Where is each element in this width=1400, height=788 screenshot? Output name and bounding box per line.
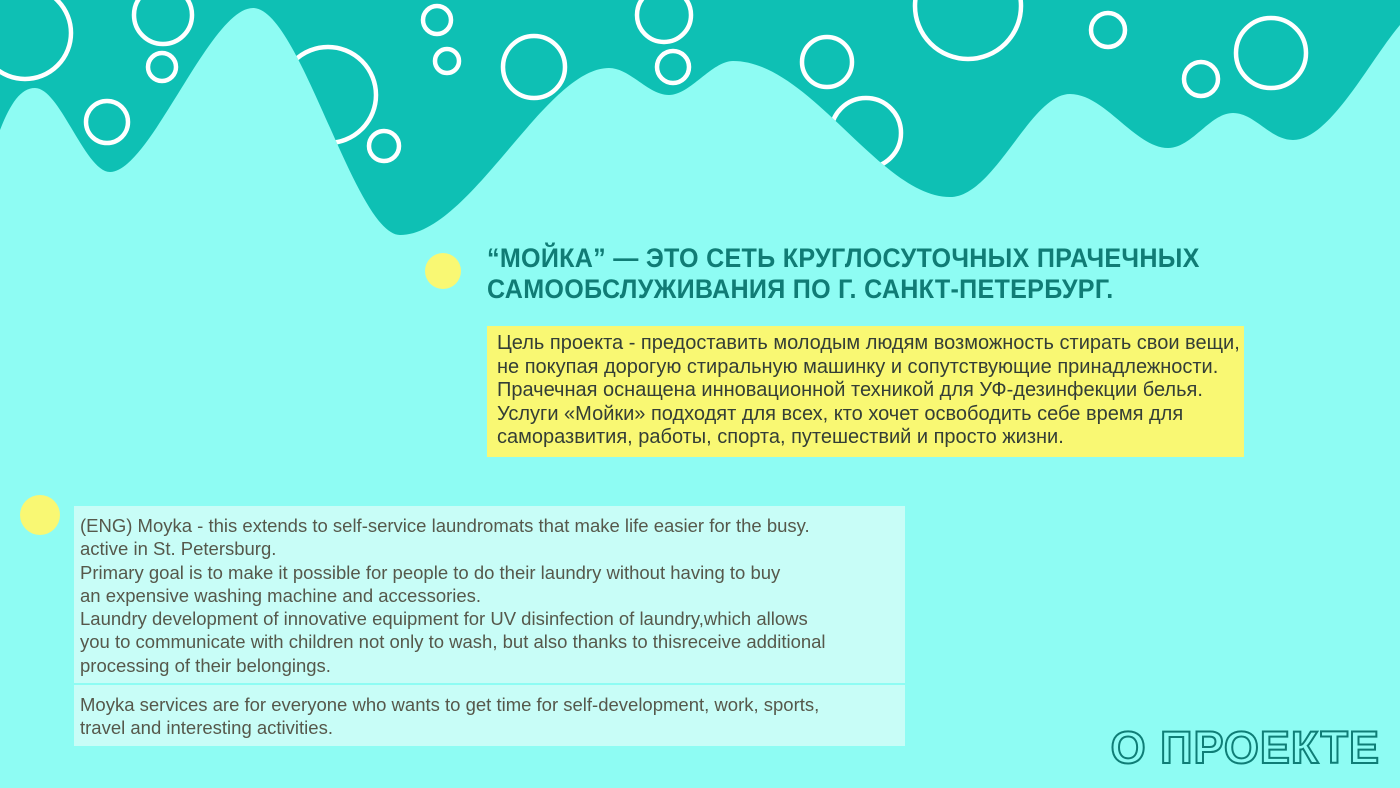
page-title	[487, 243, 1287, 305]
en-line: you to communicate with children not only to wash, but also thanks to thisreceive additional	[80, 631, 826, 653]
en-line: (ENG) Moyka - this extends to self-service laundromats that make life easier for the busy.	[80, 515, 810, 536]
ru-line: не покупая дорогую стиральную машинку и сопутствующие принадлежности.	[497, 355, 1219, 378]
page-title-line1: “МОЙКА” — ЭТО СЕТЬ КРУГЛОСУТОЧНЫХ ПРАЧЕЧНЫХ	[487, 243, 1200, 273]
en-line: travel and interesting activities.	[80, 717, 333, 739]
wave-shape	[0, 0, 1400, 235]
en-line: Primary goal is to make it possible for people to do their laundry without having to buy	[80, 561, 781, 583]
ru-line: Прачечная оснащена инновационной техникой для УФ-дезинфекции белья.	[497, 379, 1203, 402]
en-services-block	[74, 685, 905, 746]
yellow-bullet-icon	[425, 253, 461, 289]
section-title-outline: О ПРОЕКТЕ	[1110, 722, 1380, 773]
en-line: an expensive washing machine and accessories.	[80, 584, 482, 606]
ru-line: Услуги «Мойки» подходят для всех, кто хочет освободить себе время для	[497, 402, 1184, 425]
en-line: Moyka services are for everyone who wants to get time for self-development, work, sports,	[80, 694, 820, 715]
en-line: active in St. Petersburg.	[80, 538, 277, 560]
en-description-block	[74, 506, 905, 683]
ru-description-block	[487, 326, 1244, 457]
page-title-line2: САМООБСЛУЖИВАНИЯ ПО Г. САНКТ-ПЕТЕРБУРГ.	[487, 274, 1114, 304]
yellow-bullet-icon	[20, 495, 60, 535]
en-line: processing of their belongings.	[80, 654, 331, 676]
en-line: Laundry development of innovative equipment for UV disinfection of laundry,which allows	[80, 608, 808, 630]
ru-line: саморазвития, работы, спорта, путешествий и просто жизни.	[497, 426, 1064, 449]
ru-line: Цель проекта - предоставить молодым людям возможность стирать свои вещи,	[497, 332, 1240, 354]
